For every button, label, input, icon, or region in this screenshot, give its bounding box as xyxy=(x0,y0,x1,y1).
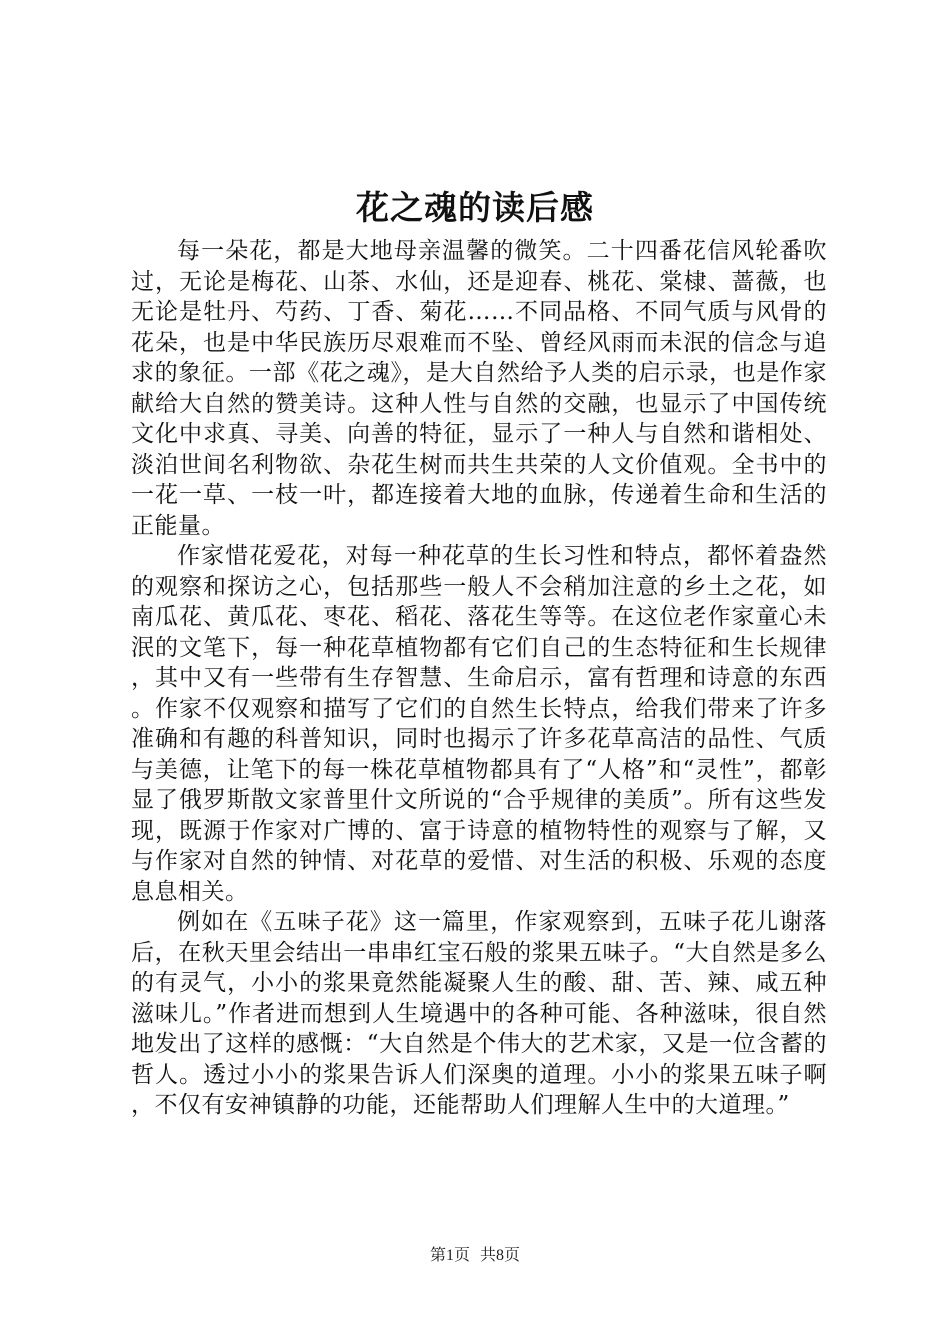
page-number: 第1页 xyxy=(429,1247,470,1264)
page-total: 共8页 xyxy=(480,1247,521,1264)
document-body xyxy=(131,236,827,1121)
paragraph: 作家惜花爱花，对每一种花草的生长习性和特点，都怀着盎然的观察和探访之心，包括那些一般人不会稍加注意的乡土之花，如南瓜花、黄瓜花、枣花、稻花、落花生等等。在这位老作家童心未泯的文笔下，每一种花草植物都有它们自己的生态特征和生长规律，其中又有一些带有生存智慧、生命启示，富有哲理和诗意的东西。作家不仅观察和描写了它们的自然生长特点，给我们带来了许多准确和有趣的科普知识，同时也揭示了许多花草高洁的品性、气质与美德，让笔下的每一株花草植物都具有了“人格”和“灵性”，都彰显了俄罗斯散文家普里什文所说的“合乎规律的美质”。所有这些发现，既源于作家对广博的、富于诗意的植物特性的观察与了解，又与作家对自然的钟情、对花草的爱惜、对生活的积极、乐观的态度息息相关。 xyxy=(131,543,827,905)
paragraph: 每一朵花，都是大地母亲温馨的微笑。二十四番花信风轮番吹过，无论是梅花、山茶、水仙，还是迎春、桃花、棠棣、蔷薇，也无论是牡丹、芍药、丁香、菊花……不同品格、不同气质与风骨的花朵，也是中华民族历尽艰难而不坠、曾经风雨而未泯的信念与追求的象征。一部《花之魂》，是大自然给予人类的启示录，也是作家献给大自然的赞美诗。这种人性与自然的交融，也显示了中国传统文化中求真、寻美、向善的特征，显示了一种人与自然和谐相处、淡泊世间名利物欲、杂花生树而共生共荣的人文价值观。全书中的一花一草、一枝一叶，都连接着大地的血脉，传递着生命和生活的正能量。 xyxy=(131,238,827,539)
paragraph: 例如在《五味子花》这一篇里，作家观察到，五味子花儿谢落后，在秋天里会结出一串串红宝石般的浆果五味子。“大自然是多么的有灵气，小小的浆果竟然能凝聚人生的酸、甜、苦、辣、咸五种滋味儿。”作者进而想到人生境遇中的各种可能、各种滋味，很自然地发出了这样的感慨：“大自然是个伟大的艺术家，又是一位含蓄的哲人。透过小小的浆果告诉人们深奥的道理。小小的浆果五味子啊，不仅有安神镇静的功能，还能帮助人们理解人生中的大道理。” xyxy=(131,909,827,1118)
document-title: 花之魂的读后感 xyxy=(356,188,594,227)
page-footer xyxy=(0,1246,950,1266)
